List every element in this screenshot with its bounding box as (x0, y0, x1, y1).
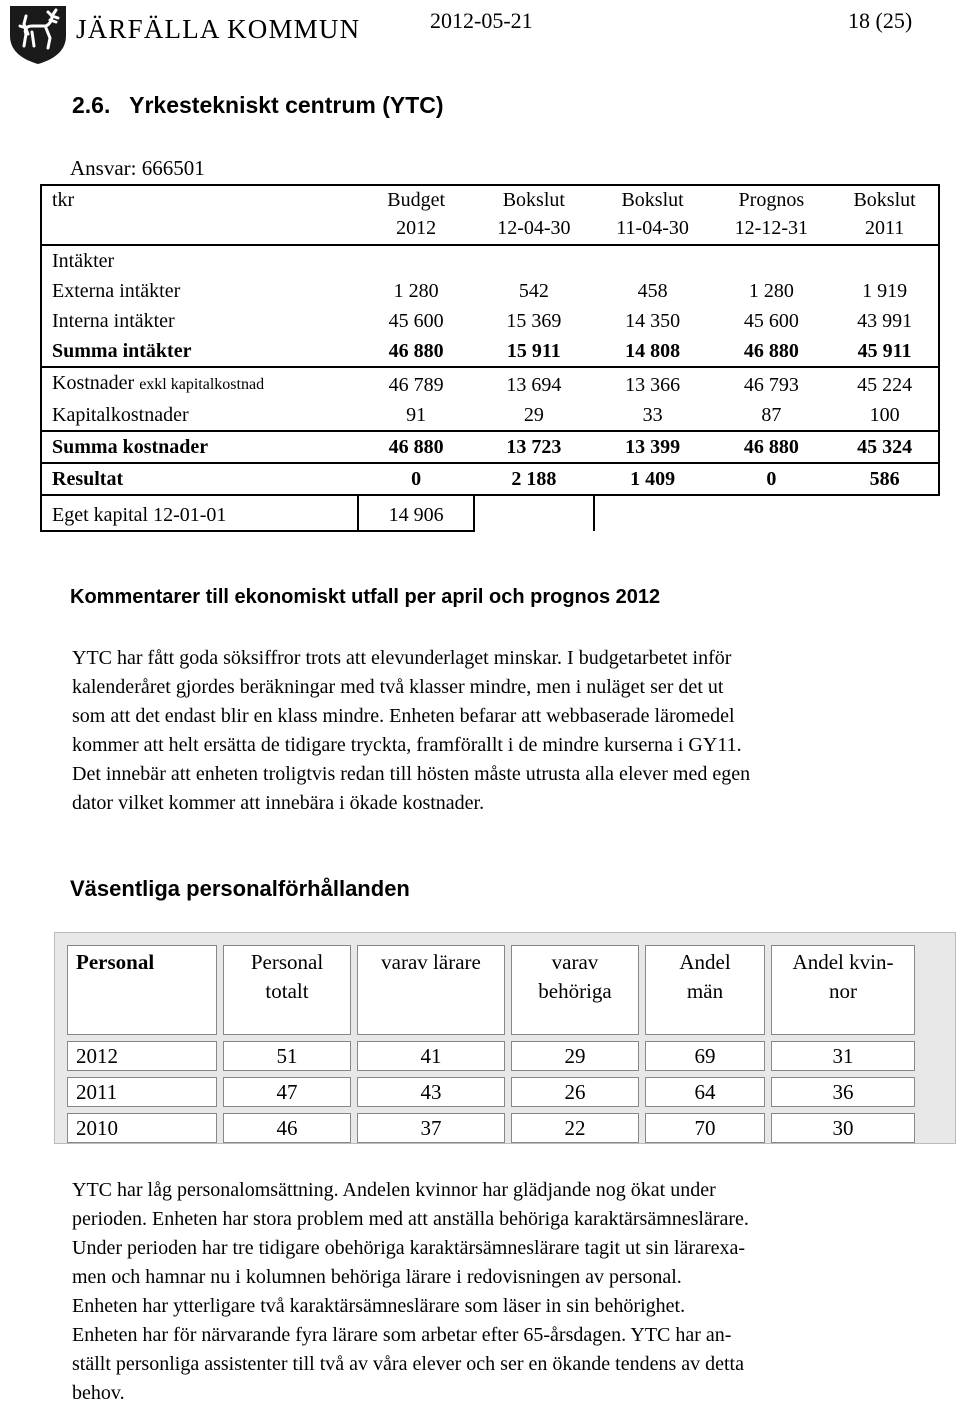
cell-year: 2010 (67, 1113, 217, 1143)
cell-value: 586 (831, 463, 939, 495)
cell-value: 46 (223, 1113, 351, 1143)
section-title: 2.6. Yrkestekniskt centrum (YTC) (72, 92, 444, 118)
ansvar-label: Ansvar: 666501 (70, 156, 205, 180)
cell-value: 31 (771, 1041, 915, 1071)
cell-value: 29 (511, 1041, 639, 1071)
row-label: Summa intäkter (41, 336, 358, 367)
text-line: ställt personliga assistenter till två av våra elever och ser en ökande tendens av detta (72, 1353, 744, 1375)
col-header-bokslut-2011: Bokslut 2011 (831, 185, 939, 245)
table-row (41, 306, 939, 336)
cell-value: 43 991 (831, 306, 939, 336)
comment-paragraph (72, 644, 942, 818)
cell-value: 47 (223, 1077, 351, 1107)
text-line: YTC har låg personalomsättning. Andelen kvinnor har glädjande nog ökat under (72, 1179, 716, 1201)
row-label: Kostnader exkl kapitalkostnad (41, 367, 358, 400)
table-row (41, 463, 939, 495)
cell-value: 45 600 (743, 310, 799, 332)
cell-value: 29 (474, 400, 594, 431)
cell-value: 1 919 (831, 276, 939, 306)
row-label: Kapitalkostnader (41, 400, 358, 431)
cell-value: 46 880 (711, 431, 831, 463)
cell-value: 1 280 (393, 280, 439, 302)
text-line: perioden. Enheten har stora problem med att anställa behöriga karaktärsämneslärare. (72, 1208, 749, 1230)
cell-value: 15 369 (506, 310, 562, 332)
cell-year: 2012 (67, 1041, 217, 1071)
cell-value: 13 366 (625, 374, 681, 396)
cell-value: 22 (511, 1113, 639, 1143)
text-line: dator vilket kommer att innebära i ökade kostnader. (72, 792, 485, 814)
table-row (41, 276, 939, 306)
cell-value: 46 880 (711, 336, 831, 367)
row-label: Eget kapital 12-01-01 (41, 495, 358, 531)
text-line: kommer att helt ersätta de tidigare tryckta, framförallt i de mindre kurserna i GY11. (72, 734, 742, 756)
row-label: Externa intäkter (41, 276, 358, 306)
table-row (67, 1041, 915, 1071)
cell-value: 15 911 (474, 336, 594, 367)
text-line: YTC har fått goda söksiffror trots att elevunderlaget minskar. I budgetarbetet inför (72, 647, 732, 669)
org-name: JÄRFÄLLA KOMMUN (76, 14, 361, 44)
table-row (41, 431, 939, 463)
cell-value: 1 280 (748, 280, 794, 302)
text-line: Enheten har för närvarande fyra lärare som arbetar efter 65-årsdagen. YTC har an- (72, 1324, 732, 1346)
col-header-bokslut-11: Bokslut 11-04-30 (594, 185, 712, 245)
col-header-prognos: Prognos 12-12-31 (711, 185, 831, 245)
cell-value: 87 (711, 400, 831, 431)
cell-value: 542 (518, 280, 549, 302)
personnel-table (61, 939, 921, 1149)
cell-value: 13 723 (474, 431, 594, 463)
table-row (41, 400, 939, 431)
text-line: Det innebär att enheten troligtvis redan till hösten måste utrusta alla elever med egen (72, 763, 751, 785)
col-header: Andel män (645, 945, 765, 1035)
cell-value: 458 (637, 280, 668, 302)
row-label: Interna intäkter (41, 306, 358, 336)
col-header: varav lärare (357, 945, 505, 1035)
cell-value: 14 350 (625, 310, 681, 332)
page-number: 18 (25) (848, 8, 913, 33)
cell-value: 69 (645, 1041, 765, 1071)
cell-value: 13 399 (594, 431, 712, 463)
cell-value: 33 (594, 400, 712, 431)
text-line: kalenderåret gjordes beräkningar med två klasser mindre, men i nuläget ser det ut (72, 676, 724, 698)
cell-value: 46 789 (388, 374, 444, 396)
cell-value: 36 (771, 1077, 915, 1107)
personal-heading: Väsentliga personalförhållanden (70, 876, 410, 901)
cell-value: 45 911 (831, 336, 939, 367)
text-line: som att det endast blir en klass mindre. Enheten befarar att webbaserade läromedel (72, 705, 735, 727)
finance-table (40, 184, 940, 532)
cell-value: 70 (645, 1113, 765, 1143)
row-label: Summa kostnader (41, 431, 358, 463)
cell-value: 26 (511, 1077, 639, 1107)
cell-value: 0 (711, 463, 831, 495)
cell-value: 13 694 (506, 374, 562, 396)
comment-heading: Kommentarer till ekonomiskt utfall per april och prognos 2012 (70, 586, 661, 608)
col-header: Personal totalt (223, 945, 351, 1035)
text-line: men och hamnar nu i kolumnen behöriga lärare i redovisningen av personal. (72, 1266, 682, 1288)
cell-value: 14 906 (358, 495, 474, 531)
cell-value: 2 188 (474, 463, 594, 495)
personal-paragraph (72, 1176, 942, 1408)
finance-header-row (41, 185, 939, 245)
cell-value: 14 808 (594, 336, 712, 367)
col-header: Andel kvin- nor (771, 945, 915, 1035)
cell-value: 46 880 (358, 431, 474, 463)
cell-value: 46 793 (743, 374, 799, 396)
table-row (67, 1113, 915, 1143)
cell-value: 0 (358, 463, 474, 495)
cell-value: 45 324 (831, 431, 939, 463)
cell-value: 1 409 (594, 463, 712, 495)
col-header-budget: Budget 2012 (358, 185, 474, 245)
cell-value: 37 (357, 1113, 505, 1143)
personnel-table-frame (54, 932, 956, 1144)
table-row (41, 336, 939, 367)
cell-value: 46 880 (358, 336, 474, 367)
table-row (67, 1077, 915, 1107)
cell-value: 30 (771, 1113, 915, 1143)
text-line: Under perioden har tre tidigare obehöriga karaktärsämneslärare tagit ut sin lärarexa- (72, 1237, 746, 1259)
row-label-intakter: Intäkter (41, 245, 358, 276)
document-date: 2012-05-21 (430, 8, 533, 33)
table-row (41, 495, 939, 531)
row-label: Resultat (41, 463, 358, 495)
text-line: Enheten har ytterligare två karaktärsämneslärare som läser in sin behörighet. (72, 1295, 686, 1317)
col-header: varav behöriga (511, 945, 639, 1035)
cell-year: 2011 (67, 1077, 217, 1107)
table-row (41, 245, 939, 276)
deer-coat-of-arms-icon (6, 2, 70, 66)
cell-value: 41 (357, 1041, 505, 1071)
col-header: Personal (67, 945, 217, 1035)
personnel-header-row (67, 945, 915, 1035)
cell-value: 91 (358, 400, 474, 431)
cell-value: 64 (645, 1077, 765, 1107)
text-line: behov. (72, 1382, 125, 1404)
cell-value: 43 (357, 1077, 505, 1107)
cell-value: 100 (831, 400, 939, 431)
cell-value: 51 (223, 1041, 351, 1071)
col-header-bokslut-12: Bokslut 12-04-30 (474, 185, 594, 245)
table-row (41, 367, 939, 400)
col-header-tkr: tkr (41, 185, 358, 245)
cell-value: 45 600 (388, 310, 444, 332)
cell-value: 45 224 (831, 367, 939, 400)
